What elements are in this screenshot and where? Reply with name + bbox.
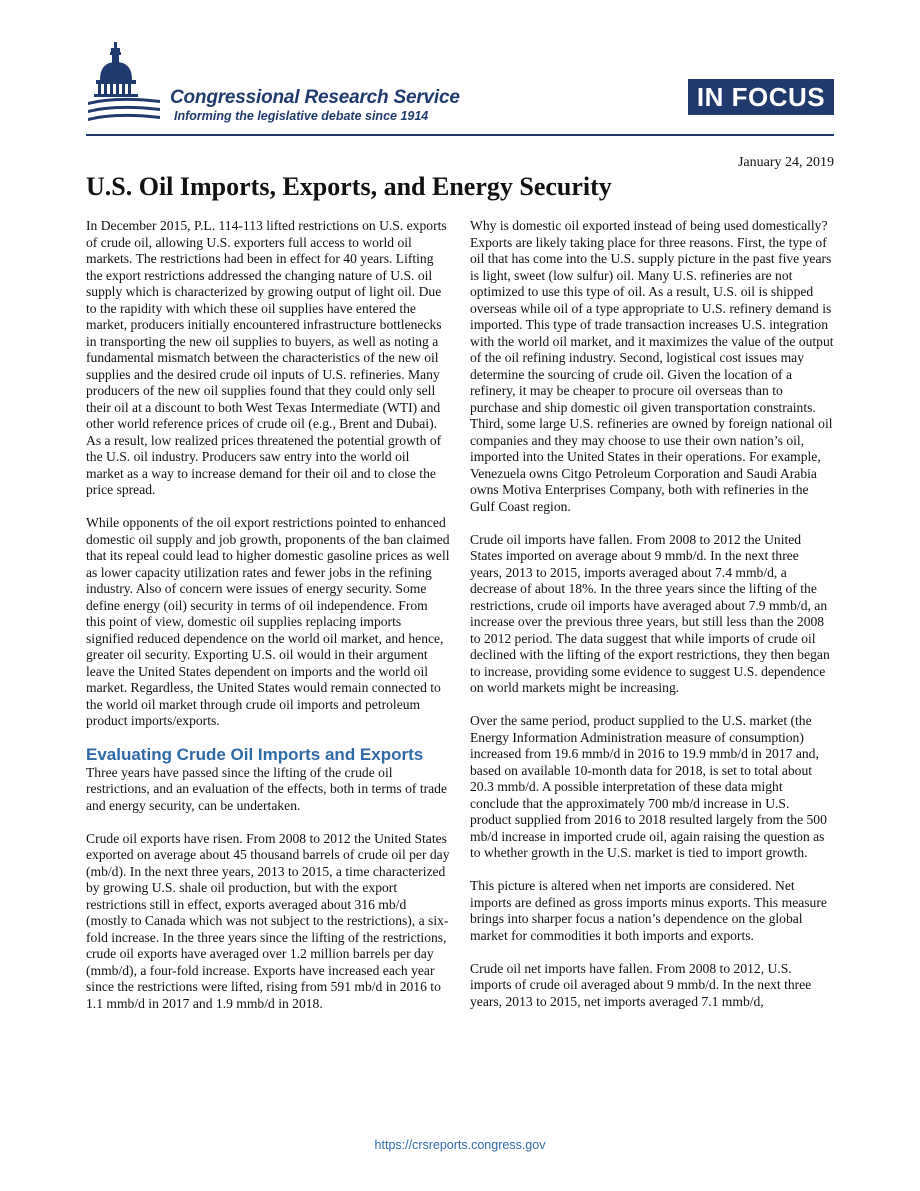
right-column [470, 218, 834, 1027]
header-divider [86, 134, 834, 136]
publication-date: January 24, 2019 [737, 155, 834, 170]
org-tagline: Informing the legislative debate since 1914 [174, 109, 429, 123]
paragraph: Crude oil exports have risen. From 2008 to 2012 the United States exported on average about 45 thousand barrels of crude oil per day (mb/d). In the next three years, 2013 to 2015, a time characterized by growing U.S. shale oil production, but with the export restrictions still in effect, exports averaged about 316 mb/d (mostly to Canada which was not subject to the restrictions), a six-fold increase. In the three years since the lifting of the restrictions, crude oil exports have averaged over 1.2 million barrels per day (mmb/d), a four-fold increase. Exports have increased each year since the restrictions were lifted, rising from 591 mb/d in 2016 to 1.1 mmb/d in 2017 and 1.9 mmb/d in 2018. [86, 830, 450, 1011]
section-heading: Evaluating Crude Oil Imports and Exports [86, 745, 424, 764]
paragraph: This picture is altered when net imports are considered. Net imports are defined as gross imports minus exports. This measure brings into sharper focus a nation’s dependence on the global market for commodities it both imports and exports. [470, 878, 827, 943]
paragraph: Why is domestic oil exported instead of being used domestically? Exports are likely taking place for three reasons. First, the type of oil that has come into the U.S. supply picture in the past five years is light, sweet (low sulfur) oil. Many U.S. refineries are not optimized to use this type of oil. As a result, U.S. oil is shipped overseas while oil of a type appropriate to U.S. refinery demand is imported. This type of trade transaction increases U.S. integration with the world oil market, and it maximizes the value of the output of the oil refining industry. Second, logistical cost issues may determine the sourcing of crude oil. Given the location of a refinery, it may be cheaper to procure oil overseas than to purchase and ship domestic oil given transportation constraints. Third, some large U.S. refineries are owned by foreign national oil companies and they may choose to use their own nation’s oil, imported into the United States in their operations. For example, Venezuela owns Citgo Petroleum Corporation and Saudi Arabia owns Motiva Enterprises Company, both with refineries in the Gulf Coast region. [470, 218, 834, 514]
paragraph: Crude oil imports have fallen. From 2008 to 2012 the United States imported on average about 9 mmb/d. In the next three years, 2013 to 2015, imports averaged about 7.4 mmb/d, a decrease of about 18%. In the three years since the lifting of the restrictions, crude oil imports have averaged about 7.9 mmb/d, an increase over the previous three years, but still less than the 2008 to 2012 period. The data suggest that while imports of crude oil declined with the lifting of the export restrictions, they then began to increase, providing some evidence to suggest U.S. dependence on world markets might be increasing. [470, 531, 830, 695]
paragraph: Crude oil net imports have fallen. From 2008 to 2012, U.S. imports of crude oil averaged about 9 mmb/d. In the next three years, 2013 to 2015, net imports averaged 7.1 mmb/d, [470, 960, 812, 1009]
page-title: U.S. Oil Imports, Exports, and Energy Security [86, 172, 612, 201]
left-column [86, 218, 450, 1029]
paragraph: Three years have passed since the lifting of the crude oil restrictions, and an evaluation of the effects, both in terms of trade and energy security, can be undertaken. [86, 764, 447, 813]
capitol-dome-logo [86, 40, 166, 128]
paragraph: While opponents of the oil export restrictions pointed to enhanced domestic oil supply and job growth, proponents of the ban claimed that its repeal could lead to higher domestic gasoline prices as well as lower capacity utilization rates and fewer jobs in the refining industry. Also of concern were issues of energy security. Some define energy (oil) security in terms of oil independence. From this point of view, domestic oil supplies replacing imports signified reduced dependence on the world oil market, and hence, greater oil security. Exporting U.S. oil would in their argument leave the United States dependent on imports and the world oil market. Regardless, the United States would remain connected to the world oil market through crude oil imports and petroleum product imports/exports. [86, 515, 450, 728]
paragraph: In December 2015, P.L. 114-113 lifted restrictions on U.S. exports of crude oil, allowing U.S. exporters full access to world oil markets. The restrictions had been in effect for 40 years. Lifting the export restrictions addressed the changing nature of U.S. oil supply which is characterized by growing output of light oil. Due to the rapidity with which these oil supplies have entered the market, producers initially encountered infrastructure bottlenecks in transporting the new oil supplies to buyers, as well as noting a fundamental mismatch between the characteristics of the new oil supplies and the desired crude oil inputs of U.S. refineries. Many producers of the new oil supplies found that they could only sell their oil at a discount to both West Texas Intermediate (WTI) and other world reference prices of crude oil (e.g., Brent and Dubai). As a result, low realized prices threatened the potential growth of the U.S. oil industry. Producers saw entry into the world oil market as a way to increase demand for their oil and to close the price spread. [86, 218, 447, 497]
footer-link[interactable]: https://crsreports.congress.gov [374, 1138, 546, 1152]
in-focus-badge: IN FOCUS [688, 79, 834, 115]
org-name: Congressional Research Service [170, 87, 460, 108]
paragraph: Over the same period, product supplied to the U.S. market (the Energy Information Administration measure of consumption) increased from 19.6 mmb/d in 2016 to 19.9 mmb/d in 2017 and, based on available 10-month data for 2018, is set to total about 20.3 mmb/d. A possible interpretation of these data might conclude that the approximately 700 mb/d increase in U.S. product supplied from 2016 to 2018 resulted largely from the 500 mb/d increase in imported crude oil, again raising the question as to whether growth in the U.S. market is tied to import growth. [470, 713, 827, 860]
